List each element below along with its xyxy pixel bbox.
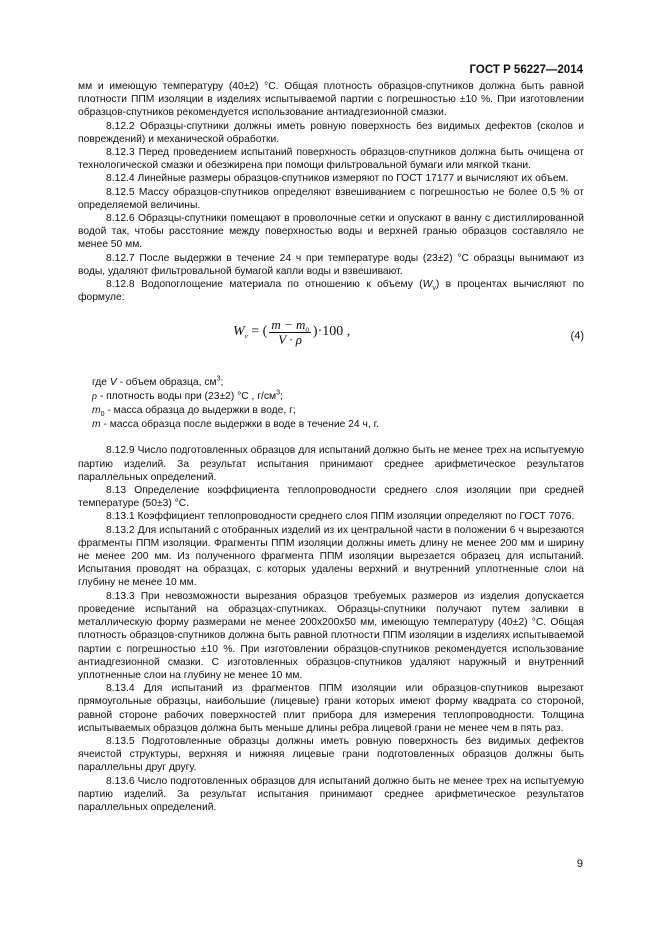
definition-density: ρ - плотность воды при (23±2) °С , $г/см^3$; [92, 390, 283, 403]
formula-definitions [92, 376, 584, 432]
paragraph-8-13: 8.13 Определение коэффициента теплопроводности среднего слоя изоляции при средней температуре (50±3) °С. [78, 485, 584, 510]
paragraph-8-13-2: 8.13.2 Для испытаний с отобранных изделий из их центральной части в положении 6 ч вырезаются фрагменты ППМ изоляции. Фрагменты ППМ изоляции должны иметь длину не менее 200 мм и ширину не менее 200 мм. Из полученного фрагмента ППМ изоляции вырезается образец для испытаний. Испытания проводят на образцах, с которых удалены верхний и внутренний уплотненные слои на глубину не менее 10 мм. [78, 524, 584, 589]
formula-number: (4) [570, 330, 584, 343]
paragraph-8-13-1: 8.13.1 Коэффициент теплопроводности среднего слоя ППМ изоляции определяют по ГОСТ 7076. [106, 511, 575, 523]
formula-expression: $W_v$ = ( $\frac{m - m_0}{V \cdot \rho}$ )·100 , [233, 317, 351, 347]
page-body [78, 80, 584, 814]
paragraph-8-13-5: 8.13.5 Подготовленные образцы должны иметь ровную поверхность без видимых дефектов ячеистой структуры, верхняя и нижняя лицевые грани подготовленных образцов должны быть параллельны друг другу. [78, 735, 584, 774]
paragraph-8-12-5: 8.12.5 Массу образцов-спутников определяют взвешиванием с погрешностью не более 0,5 % от определяемой величины. [78, 186, 584, 211]
paragraph-8-12-4: 8.12.4 Линейные размеры образцов-спутников измеряют по ГОСТ 17177 и вычисляют их объем. [106, 173, 569, 185]
paragraph-8-12-7: 8.12.7 После выдержки в течение 24 ч при температуре воды (23±2) °С образцы вынимают из воды, удаляют фильтровальной бумагой капли воды и взвешивают. [78, 252, 584, 277]
definition-mass-after: m - масса образца после выдержки в воде в течение 24 ч, г. [92, 419, 379, 431]
document-header: ГОСТ Р 56227—2014 [469, 64, 583, 76]
formula-denominator: V · ρ [278, 331, 302, 347]
page-number: 9 [576, 858, 583, 870]
paragraph-8-12-9: 8.12.9 Число подготовленных образцов для испытаний должно быть не менее трех на испытуемую партию изделий. За результат испытания принимают среднее арифметическое результатов параллельных определений. [78, 445, 584, 483]
paragraph-8-12-3: 8.12.3 Перед проведением испытаний поверхность образцов-спутников должна быть очищена от технологической смазки и обезжирена при помощи фильтровальной бумаги или мягкой ткани. [78, 147, 584, 172]
paragraph-8-12-6: 8.12.6 Образцы-спутники помещают в проволочные сетки и опускают в ванну с дистиллированной водой так, чтобы расстояние между поверхностью воды и верхней гранью образцов составляло не менее 50 мм. [78, 213, 584, 251]
paragraph-8-13-3: 8.13.3 При невозможности вырезания образцов требуемых размеров из изделия допускается проведение испытаний на образцах-спутниках. Образцы-спутники получают путем заливки в металлическую форму размерами не менее 200х200х50 мм, имеющую температуру (40±2) °С. Общая плотность образцов-спутников должна быть равной плотности ППМ изоляции в изделиях испытываемой партии с погрешностью ±10 %. При изготовлении образцов-спутников рекомендуется использование антиадгезионной смазки. С изготовленных образцов-спутников удаляют наружный и внутренний уплотненные слои на глубину не менее 10 мм. [78, 590, 584, 681]
paragraph-8-12-8: 8.12.8 Водопоглощение материала по отношению к объему $(W_v)$ в процентах вычисляют по формуле: [78, 279, 584, 304]
formula-numerator: $m - m_0$ [271, 317, 309, 336]
definition-mass-before: $m_0$ - масса образца до выдержки в воде, г; [92, 405, 296, 419]
paragraph-8-12-2: 8.12.2 Образцы-спутники должны иметь ровную поверхность без видимых дефектов (сколов и повреждений) и механической обработки. [78, 120, 584, 145]
paragraph-8-13-6: 8.13.6 Число подготовленных образцов для испытаний должно быть не менее трех на испытуемую партию изделий. За результат испытания принимают среднее арифметическое результатов параллельных определений. [78, 775, 584, 813]
formula-fraction [269, 318, 311, 345]
paragraph-continuation: мм и имеющую температуру (40±2) °С. Общая плотность образцов-спутников должна быть равной плотности ППМ изоляции в изделиях испытываемой партии с погрешностью ±10 %. При изготовлении образцов-спутников рекомендуется использование антиадгезионной смазки. [78, 81, 584, 119]
formula-4 [78, 312, 584, 362]
definition-volume: где V - объем образца, $см^3$; [92, 376, 224, 389]
paragraph-8-13-4: 8.13.4 Для испытаний из фрагментов ППМ изоляции или образцов-спутников вырезают прямоугольные образцы, наибольшие (лицевые) грани которых имеют форму квадрата со стороной, равной стороне рабочих поверхностей плит прибора для измерения теплопроводности. Толщина испытываемых образцов должна быть меньше длины ребра лицевой грани не менее чем в пять раз. [78, 683, 584, 734]
